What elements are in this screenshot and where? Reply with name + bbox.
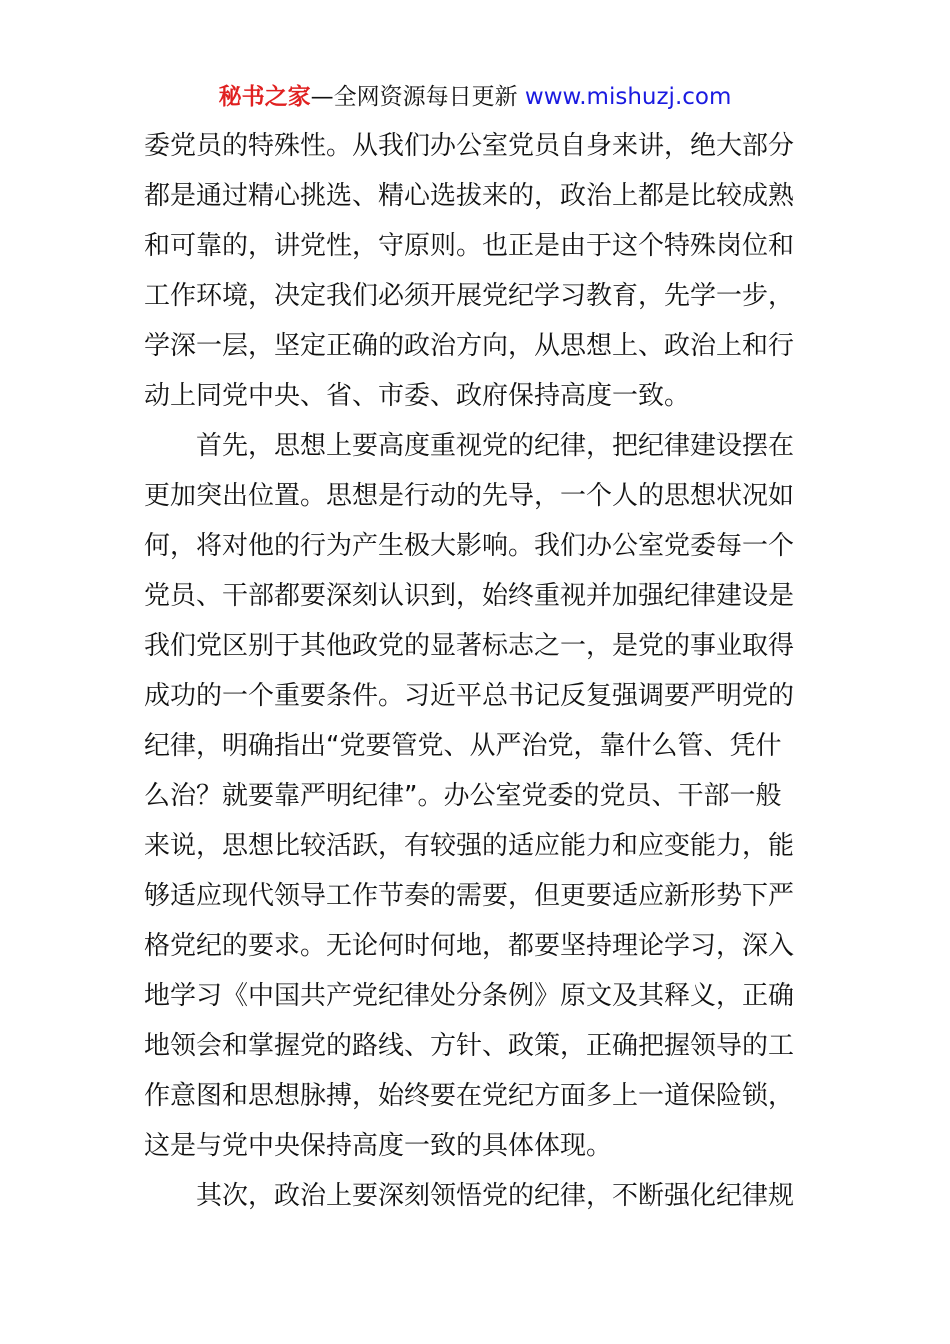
body-line: 党员、干部都要深刻认识到，始终重视并加强纪律建设是 (144, 581, 795, 611)
body-line: 纪律，明确指出“党要管党、从严治党，靠什么管、凭什 (144, 731, 782, 761)
body-line: 工作环境，决定我们必须开展党纪学习教育，先学一步， (144, 281, 795, 311)
body-line: 何，将对他的行为产生极大影响。我们办公室党委每一个 (144, 531, 795, 561)
document-body (144, 121, 810, 1221)
paragraph-start-line: 首先，思想上要高度重视党的纪律，把纪律建设摆在 (196, 431, 795, 461)
site-url-link[interactable]: www.mishuzj.com (524, 84, 732, 110)
body-line: 够适应现代领导工作节奏的需要，但更要适应新形势下严 (144, 881, 795, 911)
site-header (0, 80, 950, 114)
body-line: 动上同党中央、省、市委、政府保持高度一致。 (144, 381, 691, 411)
paragraph-start-line: 其次，政治上要深刻领悟党的纪律，不断强化纪律规 (196, 1181, 795, 1211)
body-line: 都是通过精心挑选、精心选拔来的，政治上都是比较成熟 (144, 181, 795, 211)
body-line: 学深一层，坚定正确的政治方向，从思想上、政治上和行 (144, 331, 795, 361)
brand-name: 秘书之家 (218, 84, 311, 110)
body-line: 么治？就要靠严明纪律”。办公室党委的党员、干部一般 (144, 781, 782, 811)
body-line: 这是与党中央保持高度一致的具体体现。 (144, 1131, 613, 1161)
body-line: 来说，思想比较活跃，有较强的适应能力和应变能力，能 (144, 831, 795, 861)
body-line: 格党纪的要求。无论何时何地，都要坚持理论学习，深入 (144, 931, 795, 961)
body-line: 委党员的特殊性。从我们办公室党员自身来讲，绝大部分 (144, 131, 795, 161)
body-line: 地学习《中国共产党纪律处分条例》原文及其释义，正确 (144, 981, 795, 1011)
body-line: 和可靠的，讲党性，守原则。也正是由于这个特殊岗位和 (144, 231, 795, 261)
header-tagline: —全网资源每日更新 (310, 84, 518, 110)
body-line: 成功的一个重要条件。习近平总书记反复强调要严明党的 (144, 681, 795, 711)
body-line: 更加突出位置。思想是行动的先导，一个人的思想状况如 (144, 481, 795, 511)
body-line: 我们党区别于其他政党的显著标志之一，是党的事业取得 (144, 631, 795, 661)
body-line: 作意图和思想脉搏，始终要在党纪方面多上一道保险锁， (144, 1081, 795, 1111)
body-line: 地领会和掌握党的路线、方针、政策，正确把握领导的工 (144, 1031, 795, 1061)
